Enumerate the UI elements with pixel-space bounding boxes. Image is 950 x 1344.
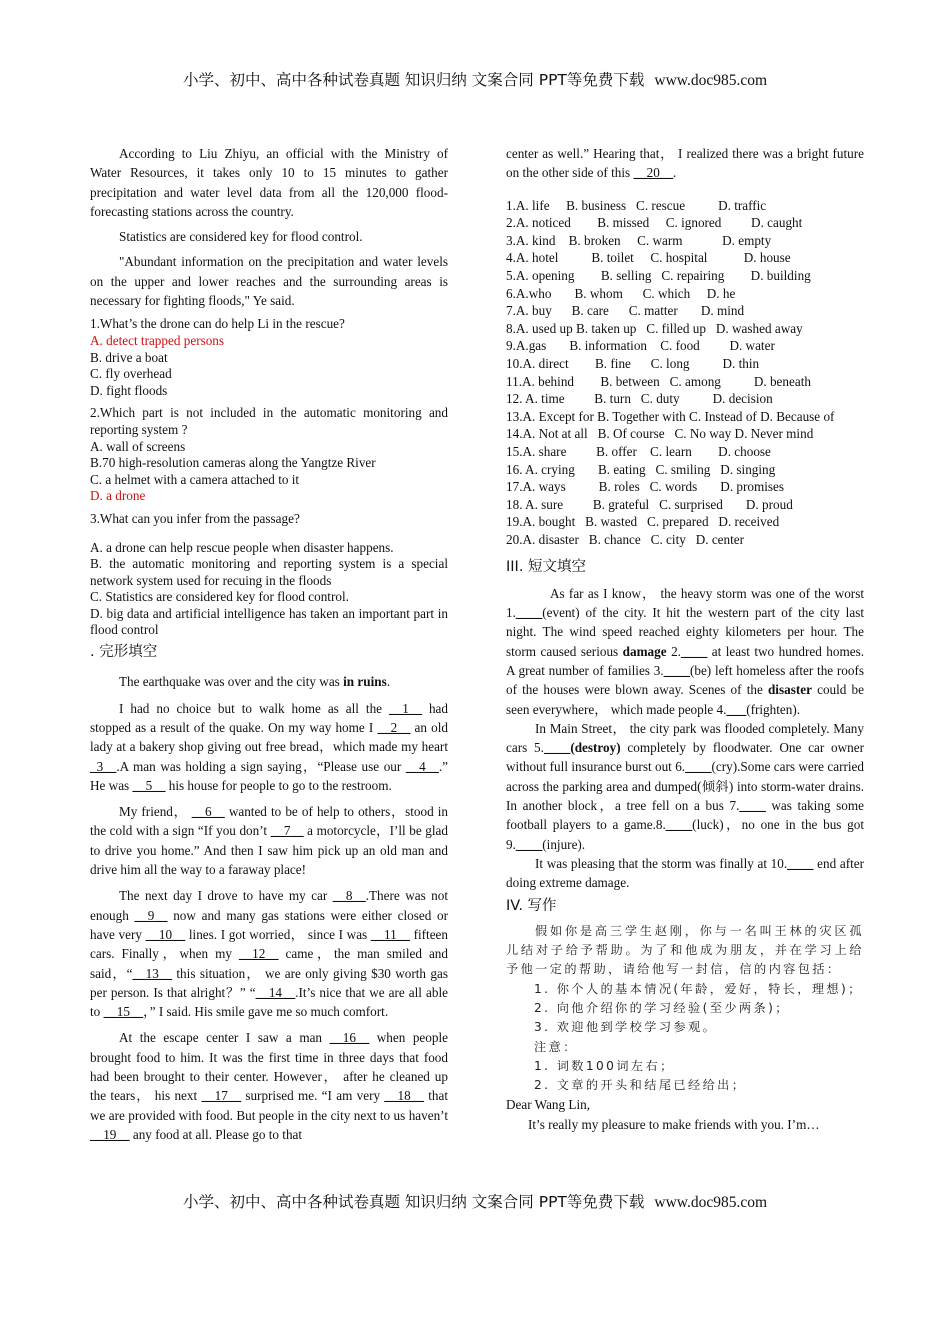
- text-run: a motorcycle，I’ll be glad to drive you home.” And then I saw him pick up an old man and drive him all the way to a faraway place!: [90, 823, 448, 878]
- option-text: Statistics are considered key for flood control.: [102, 589, 349, 605]
- text-run: .: [386, 674, 391, 690]
- question-stem: 2.Which part is not included in the automatic monitoring and reporting system ?: [90, 405, 448, 437]
- text-run: ，” I said. His smile gave me so much comfort.: [143, 1004, 389, 1020]
- reading-paragraph: "Abundant information on the precipitation and water levels on the upper and lower reaches and the surrounding areas is necessary for fighting floods," Ye said.: [90, 254, 448, 309]
- option-label: C.: [90, 589, 103, 605]
- section-title-fill: III. 短文填空: [506, 559, 587, 576]
- text-run: completely by floodwater. One car owner without full insurance burst out 6.: [506, 740, 864, 775]
- answer-option: [90, 455, 448, 472]
- blank: __13__: [132, 965, 173, 981]
- text-run: that we are provided with food. But people in the city next to us haven’t: [90, 1088, 448, 1123]
- text-run: this situation， we are only giving $30 worth gas per person. Is that alright？” “: [90, 965, 448, 1000]
- option-row: 7.A. buy B. care C. matter D. mind: [506, 303, 745, 319]
- option-label: C.: [90, 366, 103, 382]
- right-column: [506, 144, 864, 1134]
- writing-item: 3. 欢迎他到学校学习参观。: [534, 1020, 718, 1035]
- answer-option: [90, 366, 448, 383]
- cloze-paragraph: [90, 1028, 448, 1144]
- bold-text: (destroy): [570, 740, 621, 756]
- text-run: now and many gas stations were either closed or have very: [90, 907, 449, 942]
- text-run: .It’s nice that we are all able to: [90, 984, 448, 1020]
- option-row: 8.A. used up B. taken up C. filled up D. washed away: [506, 320, 803, 336]
- blank: ____: [787, 855, 814, 871]
- text-run: The earthquake was over and the city was: [119, 674, 344, 690]
- option-row: 9.A.gas B. information C. food D. water: [506, 338, 775, 354]
- text-run: .A man was holding a sign saying，“Please use our: [116, 758, 406, 774]
- section-title-cloze: . 完形填空: [90, 644, 158, 661]
- text-run: (luck)，no one in the bus got 9.: [506, 817, 864, 852]
- text-run: It was pleasing that the storm was finally at 10.: [535, 855, 788, 871]
- cloze-passage: [90, 672, 448, 1144]
- option-text: detect trapped persons: [102, 332, 225, 348]
- banner-text: 小学、初中、高中各种试卷真题 知识归纳 文案合同 PPT等免费下载: [182, 1193, 645, 1211]
- text-run: his house for people to go to the restroom.: [165, 777, 392, 793]
- option-row: 5.A. opening B. selling C. repairing D. building: [506, 267, 811, 283]
- blank: __1__: [389, 700, 422, 716]
- answer-option: [90, 488, 448, 505]
- text-run: As far as I know， the heavy storm was one of the worst 1.: [506, 585, 864, 621]
- fill-paragraph: [506, 584, 864, 719]
- text-run: In Main Street， the city park was flooded completely. Many cars 5.: [506, 720, 864, 756]
- text-run: .: [673, 165, 677, 181]
- fill-paragraph: [506, 854, 864, 893]
- blank: __4__: [405, 758, 439, 774]
- option-row: 11.A. behind B. between C. among D. beneath: [506, 373, 811, 389]
- text-run: at least two hundred homes. A great number of families 3.: [506, 643, 864, 678]
- text-run: (injure).: [542, 836, 586, 852]
- blank: __18__: [384, 1088, 424, 1104]
- fill-passage: [506, 584, 864, 893]
- option-label: C.: [90, 471, 103, 487]
- text-run: (frighten).: [746, 701, 801, 717]
- blank: ____: [515, 836, 543, 852]
- option-label: D.: [90, 488, 103, 504]
- option-label: D.: [90, 382, 103, 398]
- answer-option: [90, 556, 448, 589]
- option-label: A.: [90, 332, 103, 348]
- text-run: end after doing extreme damage.: [506, 855, 864, 891]
- option-row: 19.A. bought B. wasted C. prepared D. received: [506, 514, 780, 530]
- text-run: (be) left homeless after the roofs of the houses were blown away. Scenes of the: [506, 662, 865, 698]
- cloze-paragraph: [90, 886, 448, 1021]
- option-row: 12. A. time B. turn C. duty D. decision: [506, 391, 773, 407]
- text-run: an old lady at a bakery shop giving out free bread，which made my heart: [90, 719, 448, 755]
- blank: ____: [665, 817, 693, 833]
- text-run: At the escape center I saw a man: [119, 1030, 330, 1046]
- answer-option: [90, 472, 448, 489]
- header-banner: [0, 68, 950, 90]
- bold-text: damage: [622, 643, 667, 659]
- option-row: 10.A. direct B. fine C. long D. thin: [506, 355, 760, 371]
- blank: __2__: [377, 719, 411, 735]
- text-run: (cry).Some cars were carried across the parking area and dumped(倾斜) into storm-water drains. In another block，a tree fell on a bus 7.: [506, 759, 864, 814]
- fill-paragraph: [506, 719, 864, 854]
- banner-text: 小学、初中、高中各种试卷真题 知识归纳 文案合同 PPT等免费下载: [182, 71, 645, 89]
- writing-prompt: [506, 922, 864, 1096]
- cloze-paragraph: [90, 672, 448, 691]
- text-run: 2.: [666, 643, 681, 659]
- text-run: lines. I got worried， since I was: [185, 926, 371, 942]
- writing-item: 2. 文章的开头和结尾已经给出；: [534, 1078, 747, 1093]
- option-label: A.: [90, 539, 103, 555]
- blank: ____: [663, 662, 690, 678]
- blank: _3__: [90, 758, 117, 774]
- option-label: B.: [90, 455, 103, 471]
- writing-item: 1. 词数100词左右；: [534, 1058, 675, 1073]
- answer-option: [90, 333, 448, 350]
- text-run: The next day I drove to have my car: [119, 888, 333, 904]
- reading-paragraph: According to Liu Zhiyu, an official with the Ministry of Water Resources, it takes only 10 to 15 minutes to gather precipitation and water level data from all the 120,000 flood-forecasting stations across the country.: [90, 146, 448, 219]
- option-row: 3.A. kind B. broken C. warm D. empty: [506, 232, 772, 248]
- cloze-paragraph: [90, 699, 448, 795]
- answer-option: [90, 383, 448, 400]
- bold-text: disaster: [767, 682, 812, 698]
- text-run: (event) of the city. It hit the western part of the city last night. The wind speed reached eighty kilometers per hour. The storm caused serious: [506, 605, 864, 659]
- blank: __17__: [201, 1088, 242, 1104]
- text-run: when people brought food to him. It was the first time in three days that food had been brought to their center. However， after he cleaned up the tears， his next: [90, 1030, 448, 1104]
- blank: __8__: [332, 888, 366, 904]
- banner-url[interactable]: www.doc985.com: [654, 1194, 768, 1211]
- blank: __5__: [132, 777, 166, 793]
- blank: ____: [739, 798, 766, 814]
- option-row: 1.A. life B. business C. rescue D. traffic: [506, 197, 767, 213]
- text-run: came，the man smiled and said，“: [90, 946, 448, 981]
- reading-paragraph: Statistics are considered key for flood control.: [119, 229, 363, 245]
- text-run: .” He was: [90, 758, 448, 793]
- option-text: drive a boat: [102, 349, 168, 365]
- text-run: any food at all. Please go to that: [129, 1126, 303, 1142]
- option-row: 17.A. ways B. roles C. words D. promises: [506, 479, 785, 495]
- cloze-paragraph: [90, 802, 448, 879]
- text-run: had stopped as a result of the quake. On my way home I: [90, 700, 448, 735]
- letter-salutation: Dear Wang Lin,: [506, 1097, 591, 1113]
- option-label: B.: [90, 349, 103, 365]
- option-text: the automatic monitoring and reporting system is a special network system used for recuing in the floods: [90, 556, 448, 588]
- blank: __16__: [329, 1030, 370, 1046]
- left-column: [90, 144, 448, 1144]
- answer-option: [90, 439, 448, 456]
- blank: ____: [685, 759, 712, 775]
- text-run: wanted to be of help to others，stood in the cold with a sign “If you don’t: [90, 804, 449, 839]
- option-text: 70 high-resolution cameras along the Yangtze River: [102, 455, 376, 471]
- text-run: fifteen cars. Finally，when my: [90, 926, 448, 962]
- writing-instructions: 假如你是高三学生赵刚，你与一名叫王林的灾区孤儿结对子给予帮助。为了和他成为朋友，并在学习上给予他一定的帮助，请给他写一封信，信的内容包括：: [506, 923, 864, 977]
- option-label: D.: [90, 605, 103, 621]
- text-run: could be seen everywhere， which made people 4.: [506, 682, 864, 717]
- answer-option: [90, 540, 448, 557]
- answer-option: [90, 606, 448, 639]
- option-text: fight floods: [102, 382, 168, 398]
- banner-url[interactable]: www.doc985.com: [654, 72, 768, 89]
- text-run: center as well.” Hearing that， I realized there was a bright future on the other side of this: [506, 146, 864, 181]
- blank: ____: [543, 740, 571, 756]
- question-stem: 1.What’s the drone can do help Li in the rescue?: [90, 316, 345, 332]
- option-row: 6.A.who B. whom C. which D. he: [506, 285, 736, 301]
- blank: __14__: [255, 984, 296, 1000]
- blank: __6__: [191, 804, 225, 820]
- text-run: surprised me. “I am very: [241, 1088, 385, 1104]
- option-text: fly overhead: [102, 366, 172, 382]
- option-row: 20.A. disaster B. chance C. city D. center: [506, 531, 745, 547]
- text-run: .There was not enough: [90, 888, 448, 923]
- option-label: A.: [90, 438, 103, 454]
- option-row: 13.A. Except for B. Together with C. Instead of D. Because of: [506, 408, 835, 424]
- option-row: 2.A. noticed B. missed C. ignored D. caught: [506, 215, 803, 231]
- option-label: B.: [90, 556, 103, 572]
- section-title-writing: IV. 写作: [506, 897, 557, 914]
- writing-item: 1. 你个人的基本情况(年龄，爱好，特长，理想)；: [534, 981, 863, 996]
- blank: __9__: [134, 907, 168, 923]
- blank: __7__: [270, 823, 304, 839]
- footer-banner: [0, 1190, 950, 1212]
- option-text: a helmet with a camera attached to it: [102, 471, 300, 487]
- cloze-passage-continued: [506, 144, 864, 183]
- blank: ____: [680, 643, 708, 659]
- blank: __12__: [238, 946, 279, 962]
- writing-item: 注意：: [534, 1039, 578, 1054]
- blank: __11__: [370, 926, 410, 942]
- blank: __10__: [145, 926, 186, 942]
- reading-questions: [90, 316, 448, 639]
- answer-option: [90, 350, 448, 367]
- blank: __19__: [90, 1126, 130, 1142]
- blank: ____: [515, 605, 543, 621]
- text-run: I had no choice but to walk home as all the: [119, 700, 390, 716]
- option-text: wall of screens: [102, 438, 186, 454]
- bold-text: in ruins: [343, 674, 387, 690]
- option-text: a drone: [102, 488, 146, 504]
- answer-option: [90, 589, 448, 606]
- question-stem: 3.What can you infer from the passage?: [90, 510, 300, 526]
- option-row: 4.A. hotel B. toilet C. hospital D. house: [506, 250, 791, 266]
- option-text: a drone can help rescue people when disaster happens.: [102, 539, 394, 555]
- option-row: 16. A. crying B. eating C. smiling D. singing: [506, 461, 776, 477]
- option-row: 15.A. share B. offer C. learn D. choose: [506, 443, 771, 459]
- option-row: 18. A. sure B. grateful C. surprised D. proud: [506, 496, 793, 512]
- writing-item: 2. 向他介绍你的学习经验(至少两条)；: [534, 1001, 790, 1015]
- blank: ___: [726, 701, 747, 717]
- blank: __20__: [633, 165, 674, 181]
- cloze-options: [506, 197, 864, 549]
- text-run: My friend，: [119, 804, 192, 820]
- option-row: 14.A. Not at all B. Of course C. No way D. Never mind: [506, 426, 814, 442]
- option-text: big data and artificial intelligence has taken an important part in flood control: [90, 605, 448, 638]
- text-run: was taking some football players to a game.8.: [506, 798, 865, 833]
- blank: __15__: [103, 1004, 144, 1020]
- letter-opening: It’s really my pleasure to make friends with you. I’m…: [528, 1116, 820, 1132]
